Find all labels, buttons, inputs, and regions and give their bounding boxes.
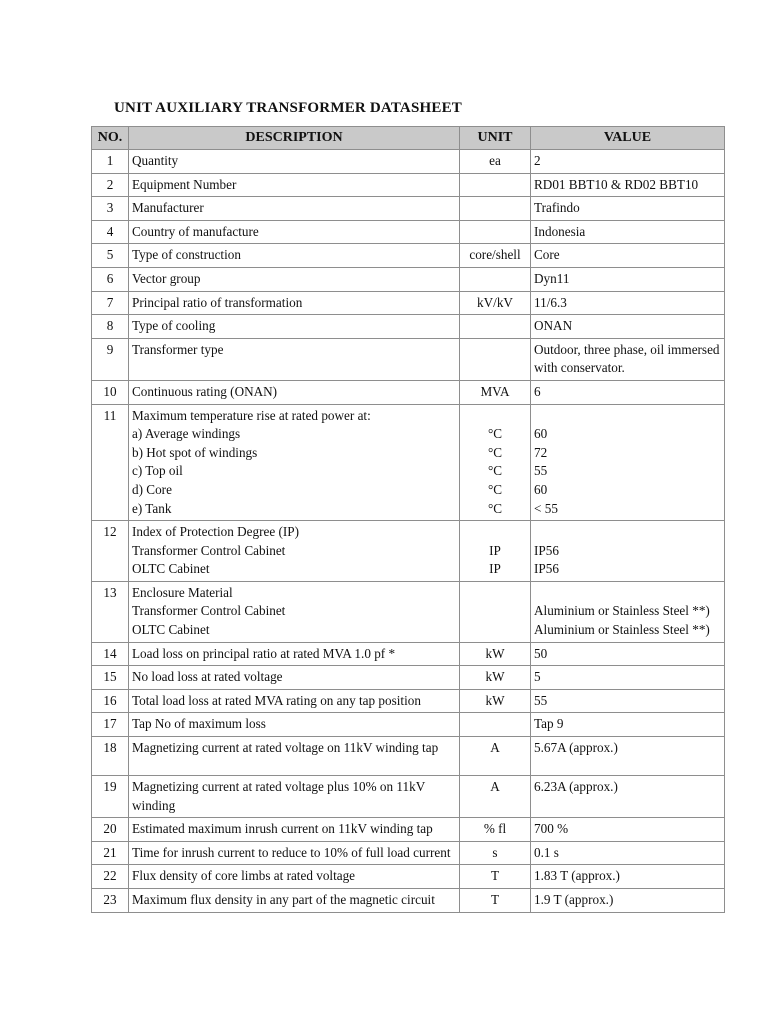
row-value: ONAN: [531, 315, 725, 339]
row-value: 700 %: [531, 818, 725, 842]
table-row: [92, 404, 725, 521]
row-value: Trafindo: [531, 197, 725, 221]
row-unit: ea: [460, 150, 531, 174]
row-number: 20: [92, 818, 129, 842]
table-row: [92, 581, 725, 642]
sub-item-unit: °C: [487, 481, 503, 497]
table-row: [92, 244, 725, 268]
row-value: 2: [531, 150, 725, 174]
document-title: UNIT AUXILIARY TRANSFORMER DATASHEET: [114, 100, 462, 116]
table-row: [92, 380, 725, 404]
table-row: [92, 150, 725, 174]
row-number: 18: [92, 737, 129, 776]
table-row: [92, 291, 725, 315]
sub-item-unit: °C: [487, 444, 503, 460]
row-number: 14: [92, 642, 129, 666]
table-row: [92, 220, 725, 244]
table-row: [92, 737, 725, 776]
row-value: 50: [531, 642, 725, 666]
row-description: No load loss at rated voltage: [129, 666, 460, 690]
row-number: 1: [92, 150, 129, 174]
sub-item-description: Transformer Control Cabinet: [132, 542, 286, 558]
row-unit: [460, 197, 531, 221]
row-description: Load loss on principal ratio at rated MVA 1.0 pf *: [129, 642, 460, 666]
sub-item-unit: IP: [489, 561, 501, 577]
row-number: 4: [92, 220, 129, 244]
row-description: Vector group: [129, 267, 460, 291]
row-value: 6.23A (approx.): [531, 776, 725, 818]
row-unit: MVA: [460, 380, 531, 404]
row-description: Estimated maximum inrush current on 11kV winding tap: [129, 818, 460, 842]
header-row: [92, 127, 725, 150]
row-value: 11/6.3: [531, 291, 725, 315]
sub-item-description: b) Hot spot of windings: [132, 444, 258, 460]
row-description: Quantity: [129, 150, 460, 174]
row-unit: [460, 315, 531, 339]
row-unit: kW: [460, 642, 531, 666]
row-value: Tap 9: [531, 713, 725, 737]
header-value: VALUE: [531, 127, 725, 150]
row-unit: [460, 404, 531, 521]
row-description: Equipment Number: [129, 173, 460, 197]
row-value: RD01 BBT10 & RD02 BBT10: [531, 173, 725, 197]
row-value: 0.1 s: [531, 841, 725, 865]
row-number: 17: [92, 713, 129, 737]
row-value: 1.83 T (approx.): [531, 865, 725, 889]
row-number: 10: [92, 380, 129, 404]
row-description: Continuous rating (ONAN): [129, 380, 460, 404]
row-unit: T: [460, 889, 531, 913]
row-value: 55: [531, 689, 725, 713]
header-no: NO.: [92, 127, 129, 150]
table-row: [92, 197, 725, 221]
row-unit: [460, 581, 531, 642]
row-unit: core/shell: [460, 244, 531, 268]
row-number: 5: [92, 244, 129, 268]
row-description: Magnetizing current at rated voltage plus 10% on 11kV winding: [129, 776, 460, 818]
header-unit: UNIT: [460, 127, 531, 150]
row-unit: A: [460, 737, 531, 776]
table-row: [92, 315, 725, 339]
row-description: Transformer type: [129, 338, 460, 380]
sub-item-description: d) Core: [132, 481, 172, 497]
sub-item-description: OLTC Cabinet: [132, 622, 210, 638]
table-row: [92, 889, 725, 913]
row-unit: [460, 267, 531, 291]
row-description: Magnetizing current at rated voltage on 11kV winding tap: [129, 737, 460, 776]
row-number: 6: [92, 267, 129, 291]
row-value: 6: [531, 380, 725, 404]
sub-item-value: 60: [534, 481, 548, 497]
row-unit: [460, 338, 531, 380]
sub-item-value: < 55: [534, 500, 558, 516]
table-row: [92, 666, 725, 690]
row-number: 7: [92, 291, 129, 315]
sub-item-unit: °C: [487, 500, 503, 516]
sub-item-description: Transformer Control Cabinet: [132, 603, 286, 619]
row-number: 21: [92, 841, 129, 865]
row-unit: A: [460, 776, 531, 818]
table-row: [92, 818, 725, 842]
row-description: Total load loss at rated MVA rating on any tap position: [129, 689, 460, 713]
row-description: Type of cooling: [129, 315, 460, 339]
row-description: Principal ratio of transformation: [129, 291, 460, 315]
sub-item-value: 60: [534, 426, 548, 442]
row-description: Maximum flux density in any part of the magnetic circuit: [129, 889, 460, 913]
row-unit: s: [460, 841, 531, 865]
row-unit: [460, 220, 531, 244]
row-unit: [460, 521, 531, 582]
row-description: [129, 521, 460, 582]
row-description: [129, 404, 460, 521]
row-description-heading: Enclosure Material: [132, 584, 233, 600]
table-row: [92, 267, 725, 291]
row-description-heading: Index of Protection Degree (IP): [132, 524, 299, 540]
table-row: [92, 642, 725, 666]
sub-item-description: c) Top oil: [132, 463, 183, 479]
row-value: Indonesia: [531, 220, 725, 244]
row-value: [531, 521, 725, 582]
row-value: [531, 581, 725, 642]
sub-item-value: Aluminium or Stainless Steel **): [534, 622, 710, 638]
sub-item-value: Aluminium or Stainless Steel **): [534, 603, 710, 619]
sub-item-unit: IP: [489, 542, 501, 558]
sub-item-value: 72: [534, 444, 548, 460]
row-unit: % fl: [460, 818, 531, 842]
row-number: 9: [92, 338, 129, 380]
row-unit: T: [460, 865, 531, 889]
table-row: [92, 841, 725, 865]
table-row: [92, 689, 725, 713]
table-row: [92, 521, 725, 582]
row-number: 11: [92, 404, 129, 521]
row-value: Dyn11: [531, 267, 725, 291]
row-unit: [460, 173, 531, 197]
sub-item-description: a) Average windings: [132, 426, 241, 442]
row-description: Time for inrush current to reduce to 10% of full load current: [129, 841, 460, 865]
table-row: [92, 865, 725, 889]
row-description-heading: Maximum temperature rise at rated power at:: [132, 407, 371, 423]
row-value: 5.67A (approx.): [531, 737, 725, 776]
sub-item-description: e) Tank: [132, 500, 172, 516]
row-description: Tap No of maximum loss: [129, 713, 460, 737]
sub-item-value: IP56: [534, 561, 559, 577]
row-number: 3: [92, 197, 129, 221]
row-value: Outdoor, three phase, oil immersed with conservator.: [531, 338, 725, 380]
row-number: 13: [92, 581, 129, 642]
row-value: 1.9 T (approx.): [531, 889, 725, 913]
row-description: Type of construction: [129, 244, 460, 268]
sub-item-value: IP56: [534, 542, 559, 558]
row-number: 15: [92, 666, 129, 690]
header-description: DESCRIPTION: [129, 127, 460, 150]
row-unit: kW: [460, 666, 531, 690]
row-description: Manufacturer: [129, 197, 460, 221]
sub-item-description: OLTC Cabinet: [132, 561, 210, 577]
row-number: 23: [92, 889, 129, 913]
row-number: 16: [92, 689, 129, 713]
sub-item-value: 55: [534, 463, 548, 479]
row-unit: [460, 713, 531, 737]
row-value: Core: [531, 244, 725, 268]
table-row: [92, 338, 725, 380]
row-number: 2: [92, 173, 129, 197]
row-unit: kV/kV: [460, 291, 531, 315]
row-description: Country of manufacture: [129, 220, 460, 244]
row-description: [129, 581, 460, 642]
datasheet-table: [91, 126, 725, 913]
table-row: [92, 776, 725, 818]
row-number: 22: [92, 865, 129, 889]
row-description: Flux density of core limbs at rated voltage: [129, 865, 460, 889]
row-value: 5: [531, 666, 725, 690]
table-row: [92, 173, 725, 197]
row-value: [531, 404, 725, 521]
row-number: 8: [92, 315, 129, 339]
sub-item-unit: °C: [487, 426, 503, 442]
table-row: [92, 713, 725, 737]
row-number: 19: [92, 776, 129, 818]
row-unit: kW: [460, 689, 531, 713]
row-number: 12: [92, 521, 129, 582]
sub-item-unit: °C: [487, 463, 503, 479]
